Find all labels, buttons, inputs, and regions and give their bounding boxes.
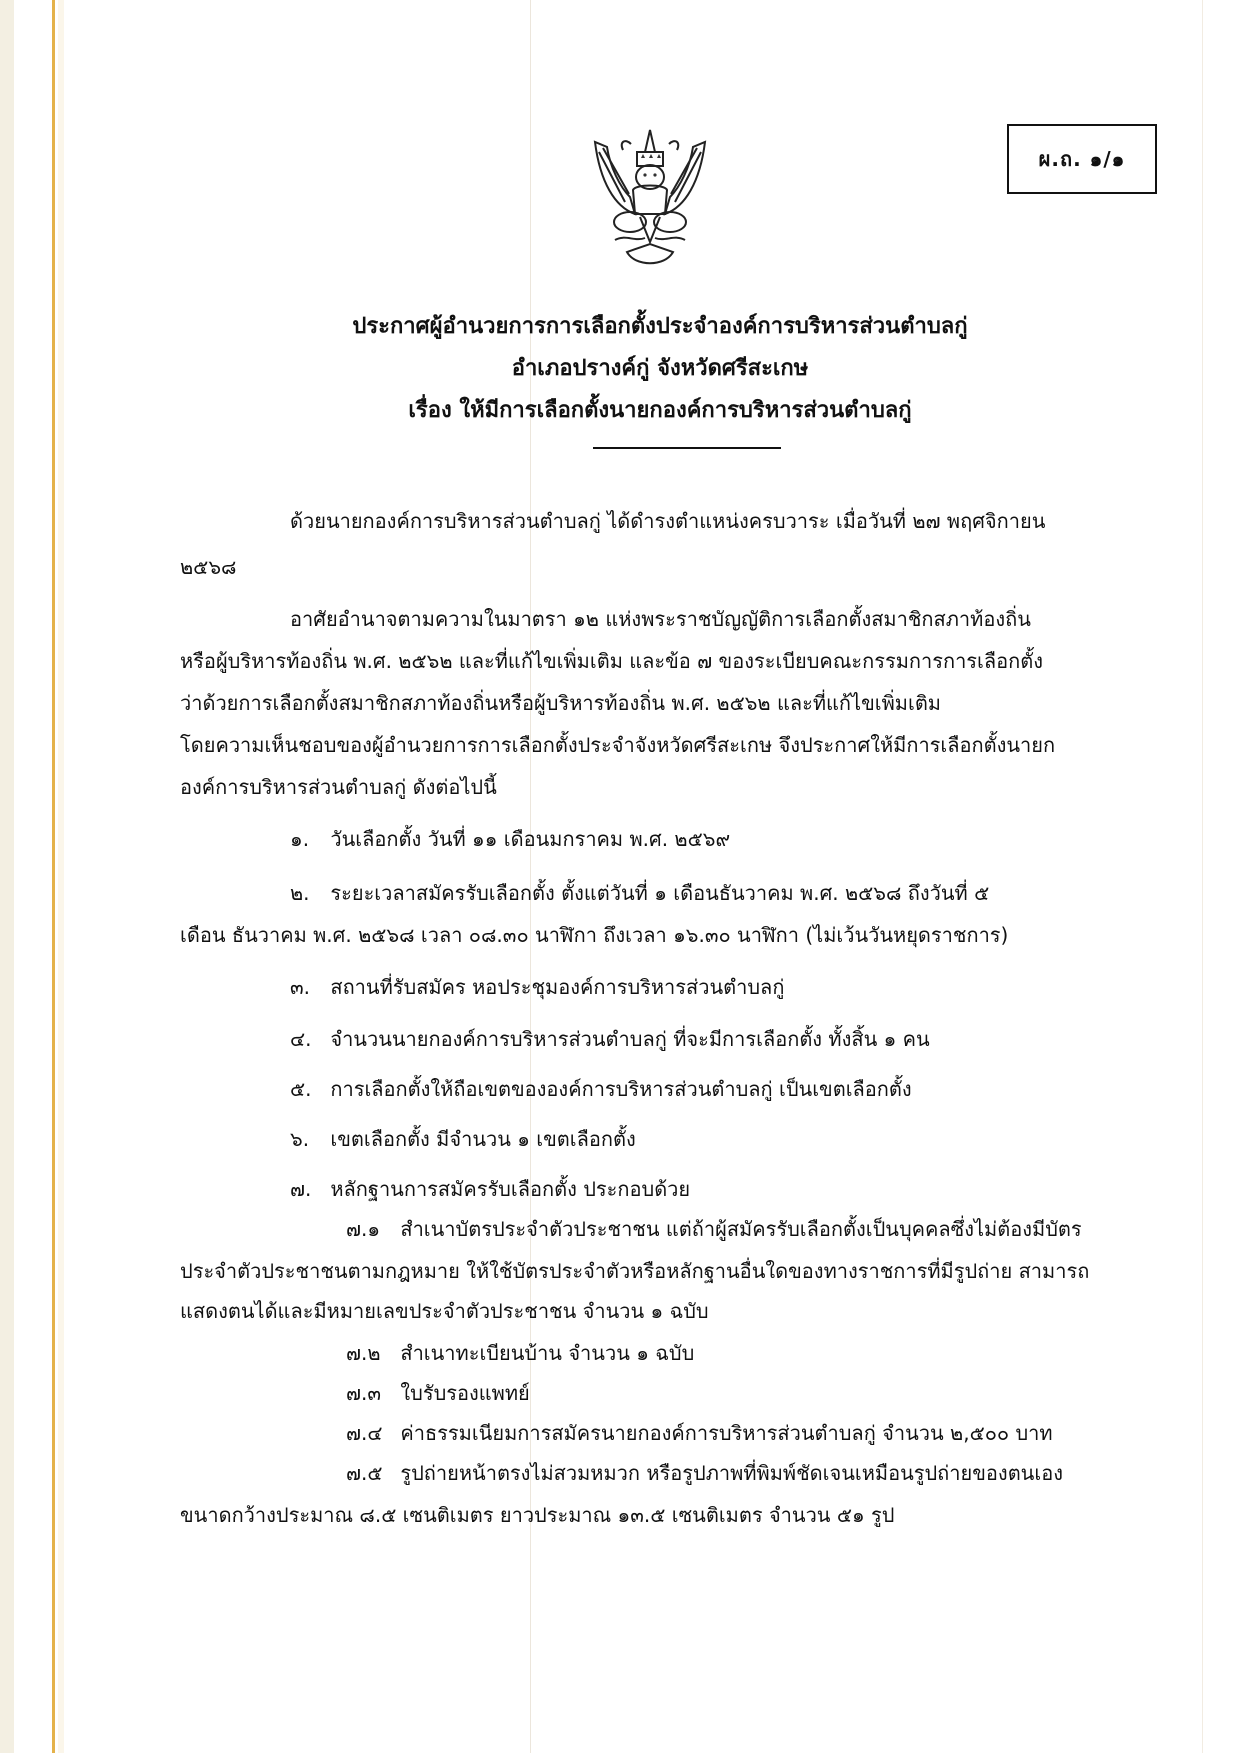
title-subject: เรื่อง ให้มีการเลือกตั้งนายกองค์การบริหารส่วนตำบลกู่ <box>408 398 912 423</box>
subitem-7-2 <box>180 1332 1130 1374</box>
form-code-box <box>1007 124 1157 194</box>
subitem-number: ๗.๕ <box>346 1461 383 1485</box>
subitem-7-1-continued-2: แสดงตนได้และมีหมายเลขประจำตัวประชาชน จำนวน ๑ ฉบับ <box>180 1299 709 1323</box>
item-number: ๗. <box>290 1177 312 1201</box>
title-line-1: ประกาศผู้อำนวยการการเลือกตั้งประจำองค์การบริหารส่วนตำบลกู่ <box>352 314 968 339</box>
item-number: ๔. <box>290 1027 312 1051</box>
announcement-title <box>200 306 1120 432</box>
item-number: ๖. <box>290 1127 310 1151</box>
item-2 <box>180 872 1130 914</box>
subitem-text: ค่าธรรมเนียมการสมัครนายกองค์การบริหารส่วนตำบลกู่ จำนวน ๒,๕๐๐ บาท <box>400 1421 1053 1445</box>
item-text: วันเลือกตั้ง วันที่ ๑๑ เดือนมกราคม พ.ศ. ๒๕๖๙ <box>330 827 731 851</box>
subitem-7-4 <box>180 1412 1130 1454</box>
intro-line-1: ด้วยนายกองค์การบริหารส่วนตำบลกู่ ได้ดำรงตำแหน่งครบวาระ เมื่อวันที่ ๒๗ พฤศจิกายน <box>290 509 1046 533</box>
subitem-7-3 <box>180 1372 1130 1414</box>
item-4 <box>180 1018 1130 1060</box>
title-divider <box>593 447 781 449</box>
subitem-text: ใบรับรองแพทย์ <box>400 1381 530 1405</box>
item-number: ๑. <box>290 827 310 851</box>
item-1 <box>180 818 1130 860</box>
authority-line-1: อาศัยอำนาจตามความในมาตรา ๑๒ แห่งพระราชบัญญัติการเลือกตั้งสมาชิกสภาท้องถิ่น <box>290 607 1031 631</box>
item-number: ๓. <box>290 975 311 999</box>
subitem-7-1 <box>180 1208 1130 1250</box>
subitem-number: ๗.๓ <box>346 1381 382 1405</box>
item-text: สถานที่รับสมัคร หอประชุมองค์การบริหารส่วนตำบลกู่ <box>330 975 785 999</box>
intro-line-2: ๒๕๖๘ <box>180 555 237 579</box>
item-text: หลักฐานการสมัครรับเลือกตั้ง ประกอบด้วย <box>330 1177 691 1201</box>
item-text: เขตเลือกตั้ง มีจำนวน ๑ เขตเลือกตั้ง <box>330 1127 636 1151</box>
authority-line-2: หรือผู้บริหารท้องถิ่น พ.ศ. ๒๕๖๒ และที่แก้ไขเพิ่มเติม และข้อ ๗ ของระเบียบคณะกรรมการการเลือกตั้ง <box>180 649 1044 673</box>
item-2-continued: เดือน ธันวาคม พ.ศ. ๒๕๖๘ เวลา ๐๘.๓๐ นาฬิกา ถึงเวลา ๑๖.๓๐ นาฬิกา (ไม่เว้นวันหยุดราชการ) <box>180 923 1009 947</box>
subitem-text: สำเนาทะเบียนบ้าน จำนวน ๑ ฉบับ <box>400 1341 695 1365</box>
item-6 <box>180 1118 1130 1160</box>
item-text: จำนวนนายกองค์การบริหารส่วนตำบลกู่ ที่จะมีการเลือกตั้ง ทั้งสิ้น ๑ คน <box>330 1027 930 1051</box>
item-5 <box>180 1068 1130 1110</box>
subitem-7-5 <box>180 1452 1130 1494</box>
item-3 <box>180 966 1130 1008</box>
authority-line-5: องค์การบริหารส่วนตำบลกู่ ดังต่อไปนี้ <box>180 775 497 799</box>
item-text: การเลือกตั้งให้ถือเขตขององค์การบริหารส่วนตำบลกู่ เป็นเขตเลือกตั้ง <box>330 1077 912 1101</box>
subitem-7-5-continued: ขนาดกว้างประมาณ ๘.๕ เซนติเมตร ยาวประมาณ ๑๓.๕ เซนติเมตร จำนวน ๕๑ รูป <box>180 1503 895 1527</box>
item-7 <box>180 1168 1130 1210</box>
subitem-text: สำเนาบัตรประจำตัวประชาชน แต่ถ้าผู้สมัครรับเลือกตั้งเป็นบุคคลซึ่งไม่ต้องมีบัตร <box>400 1217 1082 1241</box>
scan-edge-line <box>52 0 55 1753</box>
subitem-number: ๗.๔ <box>346 1421 383 1445</box>
subitem-number: ๗.๒ <box>346 1341 381 1365</box>
authority-line-3: ว่าด้วยการเลือกตั้งสมาชิกสภาท้องถิ่นหรือผู้บริหารท้องถิ่น พ.ศ. ๒๕๖๒ และที่แก้ไขเพิ่มเติม <box>180 691 941 715</box>
form-code: ผ.ถ. ๑/๑ <box>1038 147 1126 171</box>
title-line-2: อำเภอปรางค์กู่ จังหวัดศรีสะเกษ <box>511 356 809 381</box>
item-number: ๕. <box>290 1077 312 1101</box>
subitem-7-1-continued-1: ประจำตัวประชาชนตามกฎหมาย ให้ใช้บัตรประจำตัวหรือหลักฐานอื่นใดของทางราชการที่มีรูปถ่าย สามารถ <box>180 1259 1090 1283</box>
scan-edge-shadow <box>58 0 64 1753</box>
garuda-emblem-icon <box>585 122 715 272</box>
subitem-text: รูปถ่ายหน้าตรงไม่สวมหมวก หรือรูปภาพที่พิมพ์ชัดเจนเหมือนรูปถ่ายของตนเอง <box>400 1461 1063 1485</box>
scan-edge <box>0 0 14 1753</box>
authority-line-4: โดยความเห็นชอบของผู้อำนวยการการเลือกตั้งประจำจังหวัดศรีสะเกษ จึงประกาศให้มีการเลือกตั้งนายก <box>180 733 1056 757</box>
scan-fold-line <box>1202 0 1203 1753</box>
subitem-number: ๗.๑ <box>346 1217 381 1241</box>
item-text: ระยะเวลาสมัครรับเลือกตั้ง ตั้งแต่วันที่ ๑ เดือนธันวาคม พ.ศ. ๒๕๖๘ ถึงวันที่ ๕ <box>330 881 990 905</box>
item-number: ๒. <box>290 881 310 905</box>
